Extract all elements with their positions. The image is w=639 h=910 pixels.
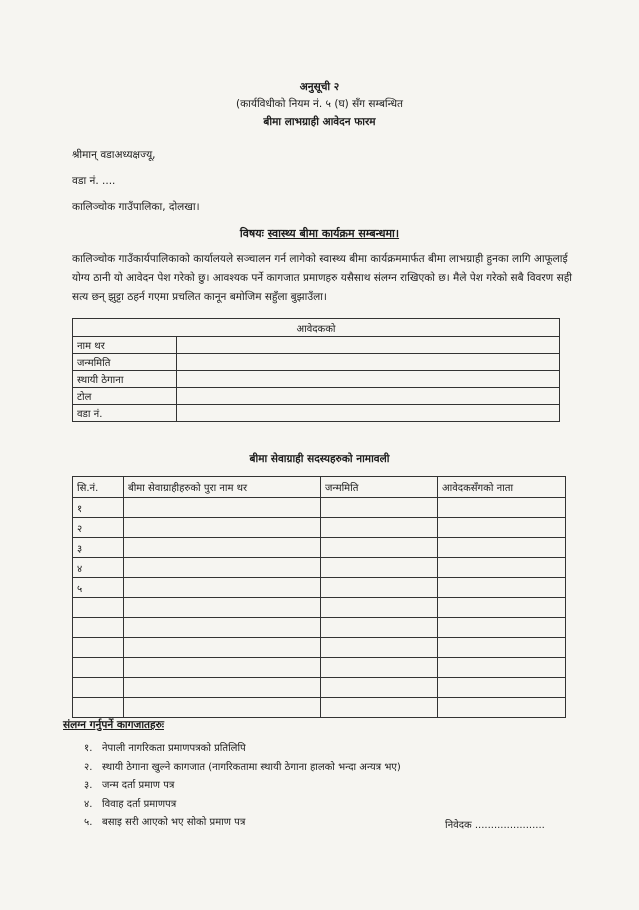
- name-field[interactable]: [177, 337, 560, 354]
- table-row: [73, 538, 566, 558]
- municipality: कालिञ्चोक गाउँपालिका, दोलखा।: [72, 201, 200, 213]
- subject-line: [0, 226, 639, 241]
- table-row: [73, 388, 560, 405]
- table-row: [73, 498, 566, 518]
- attachments-list: [84, 740, 401, 833]
- rule-reference: (कार्यविधीको नियम नं. ५ (घ) सँग सम्बन्धित: [235, 98, 404, 110]
- member-name-cell[interactable]: [124, 498, 321, 518]
- row-number: [73, 638, 124, 658]
- member-name-cell[interactable]: [124, 658, 321, 678]
- row-label: स्थायी ठेगाना: [73, 371, 177, 388]
- member-name-cell[interactable]: [124, 518, 321, 538]
- member-dob-cell[interactable]: [321, 618, 438, 638]
- row-label: जन्ममिति: [73, 354, 177, 371]
- row-number: [73, 618, 124, 638]
- member-dob-cell[interactable]: [321, 578, 438, 598]
- item-number: ३.: [84, 780, 93, 791]
- list-item: [84, 777, 401, 796]
- row-label: वडा नं.: [73, 405, 177, 422]
- table-row: [73, 518, 566, 538]
- item-text: स्थायी ठेगाना खुल्ने कागजात (नागरिकतामा स्थायी ठेगाना हालको भन्दा अन्यत्र भए): [102, 761, 401, 773]
- member-dob-cell[interactable]: [321, 638, 438, 658]
- table-row: [73, 598, 566, 618]
- list-item: [84, 759, 401, 778]
- member-name-cell[interactable]: [124, 618, 321, 638]
- row-label: टोल: [73, 388, 177, 405]
- member-relation-cell[interactable]: [438, 678, 566, 698]
- tole-field[interactable]: [177, 388, 560, 405]
- member-relation-cell[interactable]: [438, 638, 566, 658]
- item-text: जन्म दर्ता प्रमाण पत्र: [102, 780, 175, 791]
- subject-prefix: विषयः: [239, 227, 264, 240]
- member-relation-cell[interactable]: [438, 598, 566, 618]
- member-name-cell[interactable]: [124, 698, 321, 718]
- col-sn: सि.नं.: [73, 477, 124, 498]
- members-title: बीमा सेवाग्राही सदस्यहरुको नामावली: [249, 453, 390, 465]
- row-number: [73, 658, 124, 678]
- ward-number: वडा नं. ....: [72, 175, 116, 187]
- member-dob-cell[interactable]: [321, 558, 438, 578]
- member-name-cell[interactable]: [124, 678, 321, 698]
- col-dob: जन्ममिति: [321, 477, 438, 498]
- member-relation-cell[interactable]: [438, 698, 566, 718]
- applicant-signature: निवेदक ......................: [445, 820, 545, 831]
- table-row: [73, 658, 566, 678]
- salutation: श्रीमान् वडाअध्यक्षज्यू,: [72, 149, 156, 161]
- item-text: बसाइ सरी आएको भए सोको प्रमाण पत्र: [102, 817, 246, 828]
- member-name-cell[interactable]: [124, 538, 321, 558]
- member-dob-cell[interactable]: [321, 698, 438, 718]
- member-dob-cell[interactable]: [321, 598, 438, 618]
- applicant-table: [72, 318, 560, 422]
- subject-text: स्वास्थ्य बीमा कार्यक्रम सम्बन्धमा।: [267, 227, 400, 240]
- row-number: [73, 698, 124, 718]
- table-row: [73, 337, 560, 354]
- table-row: [73, 405, 560, 422]
- member-dob-cell[interactable]: [321, 658, 438, 678]
- member-relation-cell[interactable]: [438, 658, 566, 678]
- row-number: १: [73, 498, 124, 518]
- member-name-cell[interactable]: [124, 578, 321, 598]
- member-relation-cell[interactable]: [438, 578, 566, 598]
- table-row: [73, 354, 560, 371]
- table-row: [73, 578, 566, 598]
- item-number: ४.: [84, 798, 93, 810]
- col-name: बीमा सेवाग्राहीहरुको पुरा नाम थर: [124, 477, 321, 498]
- row-label: नाम थर: [73, 337, 177, 354]
- list-item: [84, 814, 401, 833]
- member-dob-cell[interactable]: [321, 518, 438, 538]
- row-number: ३: [73, 538, 124, 558]
- table-row: [73, 678, 566, 698]
- member-relation-cell[interactable]: [438, 518, 566, 538]
- member-relation-cell[interactable]: [438, 618, 566, 638]
- member-relation-cell[interactable]: [438, 558, 566, 578]
- attachments-title: संलग्न गर्नुपर्ने कागजातहरुः: [63, 719, 165, 731]
- item-text: विवाह दर्ता प्रमाणपत्र: [102, 798, 177, 810]
- table-row: [73, 638, 566, 658]
- row-number: [73, 678, 124, 698]
- row-number: [73, 598, 124, 618]
- members-table: [72, 476, 566, 718]
- list-item: [84, 796, 401, 815]
- address-field[interactable]: [177, 371, 560, 388]
- row-number: ५: [73, 578, 124, 598]
- member-dob-cell[interactable]: [321, 538, 438, 558]
- item-number: १.: [84, 743, 93, 754]
- row-number: २: [73, 518, 124, 538]
- col-relation: आवेदकसँगको नाता: [438, 477, 566, 498]
- dob-field[interactable]: [177, 354, 560, 371]
- table-row: [73, 371, 560, 388]
- row-number: ४: [73, 558, 124, 578]
- member-relation-cell[interactable]: [438, 538, 566, 558]
- schedule-title: अनुसूची २: [299, 81, 340, 93]
- list-item: [84, 740, 401, 759]
- table-row: [73, 698, 566, 718]
- form-title: बीमा लाभग्राही आवेदन फारम: [263, 116, 376, 128]
- item-number: २.: [84, 761, 93, 773]
- member-relation-cell[interactable]: [438, 498, 566, 518]
- member-name-cell[interactable]: [124, 638, 321, 658]
- application-body: कालिञ्चोक गाउँकार्यपालिकाको कार्यालयले सञ्चालन गर्न लागेको स्वास्थ्य बीमा कार्यक्रममार्फत बीमा लाभग्राही हुनका लागि आफूलाई योग्य ठानी यो आवेदन पेश गरेको छु। आवश्यक पर्ने कागजात प्रमाणहरु यसैसाथ संलग्न राखिएको छ। मैले पेश गरेको सबै विवरण सही सत्य छन् झुट्टा ठहर्न गएमा प्रचलित कानून बमोजिम सहुँला बुझाउँला।: [72, 253, 572, 303]
- member-dob-cell[interactable]: [321, 498, 438, 518]
- item-text: नेपाली नागरिकता प्रमाणपत्रको प्रतिलिपि: [102, 743, 246, 754]
- applicant-heading: आवेदकको: [73, 319, 560, 337]
- member-name-cell[interactable]: [124, 558, 321, 578]
- item-number: ५.: [84, 817, 93, 828]
- member-name-cell[interactable]: [124, 598, 321, 618]
- table-row: [73, 558, 566, 578]
- table-row: [73, 618, 566, 638]
- member-dob-cell[interactable]: [321, 678, 438, 698]
- ward-field[interactable]: [177, 405, 560, 422]
